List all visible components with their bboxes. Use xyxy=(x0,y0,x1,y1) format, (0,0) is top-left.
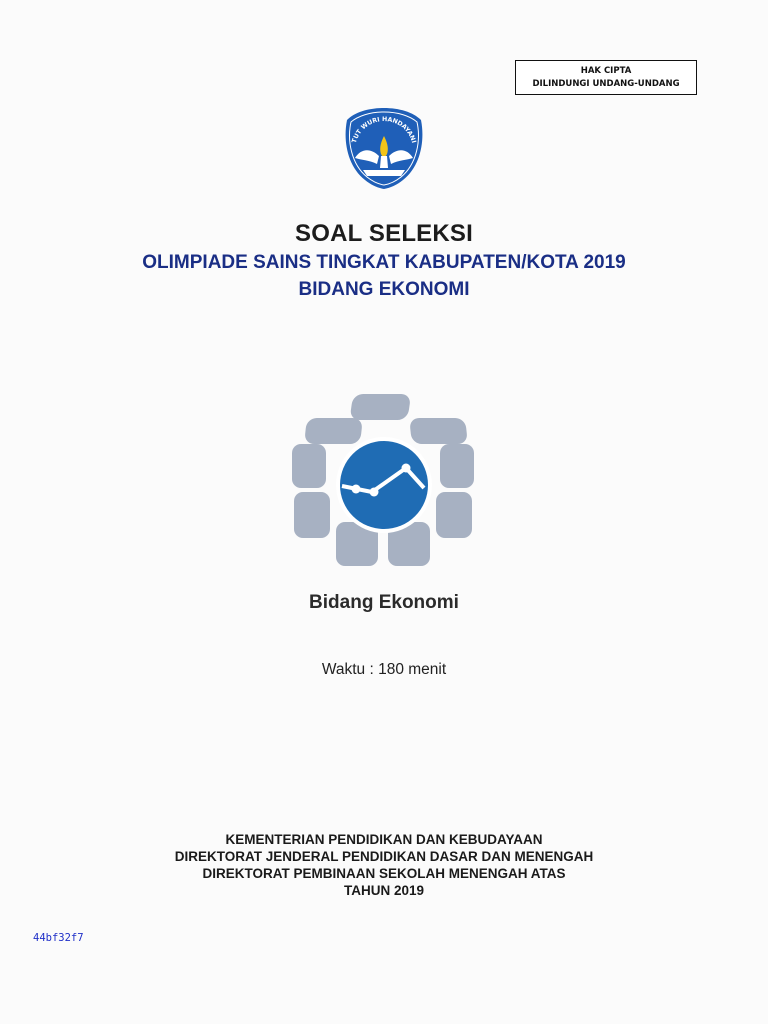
emblem-motto: TUT WURI HANDAYANI xyxy=(350,115,418,144)
copyright-line-2: DILINDUNGI UNDANG-UNDANG xyxy=(532,79,680,89)
page-subtitle: OLIMPIADE SAINS TINGKAT KABUPATEN/KOTA 2019 xyxy=(142,252,626,273)
exam-duration: Waktu : 180 menit xyxy=(321,661,447,678)
page-title: SOAL SELEKSI xyxy=(295,220,473,247)
ministry-block xyxy=(0,831,768,899)
economics-cube-logo xyxy=(288,388,478,574)
subject-field-title: BIDANG EKONOMI xyxy=(298,279,470,300)
copyright-notice xyxy=(515,60,697,95)
copyright-line-1: HAK CIPTA xyxy=(580,66,632,76)
ministry-line-4: TAHUN 2019 xyxy=(343,883,425,898)
ministry-line-2: DIREKTORAT JENDERAL PENDIDIKAN DASAR DAN MENENGAH xyxy=(174,849,594,864)
ministry-line-3: DIREKTORAT PEMBINAAN SEKOLAH MENENGAH ATAS xyxy=(202,866,566,881)
subject-field-label: Bidang Ekonomi xyxy=(309,592,459,613)
ministry-line-1: KEMENTERIAN PENDIDIKAN DAN KEBUDAYAAN xyxy=(225,832,543,847)
document-id: 44bf32f7 xyxy=(33,932,84,944)
tut-wuri-handayani-emblem xyxy=(341,106,427,190)
